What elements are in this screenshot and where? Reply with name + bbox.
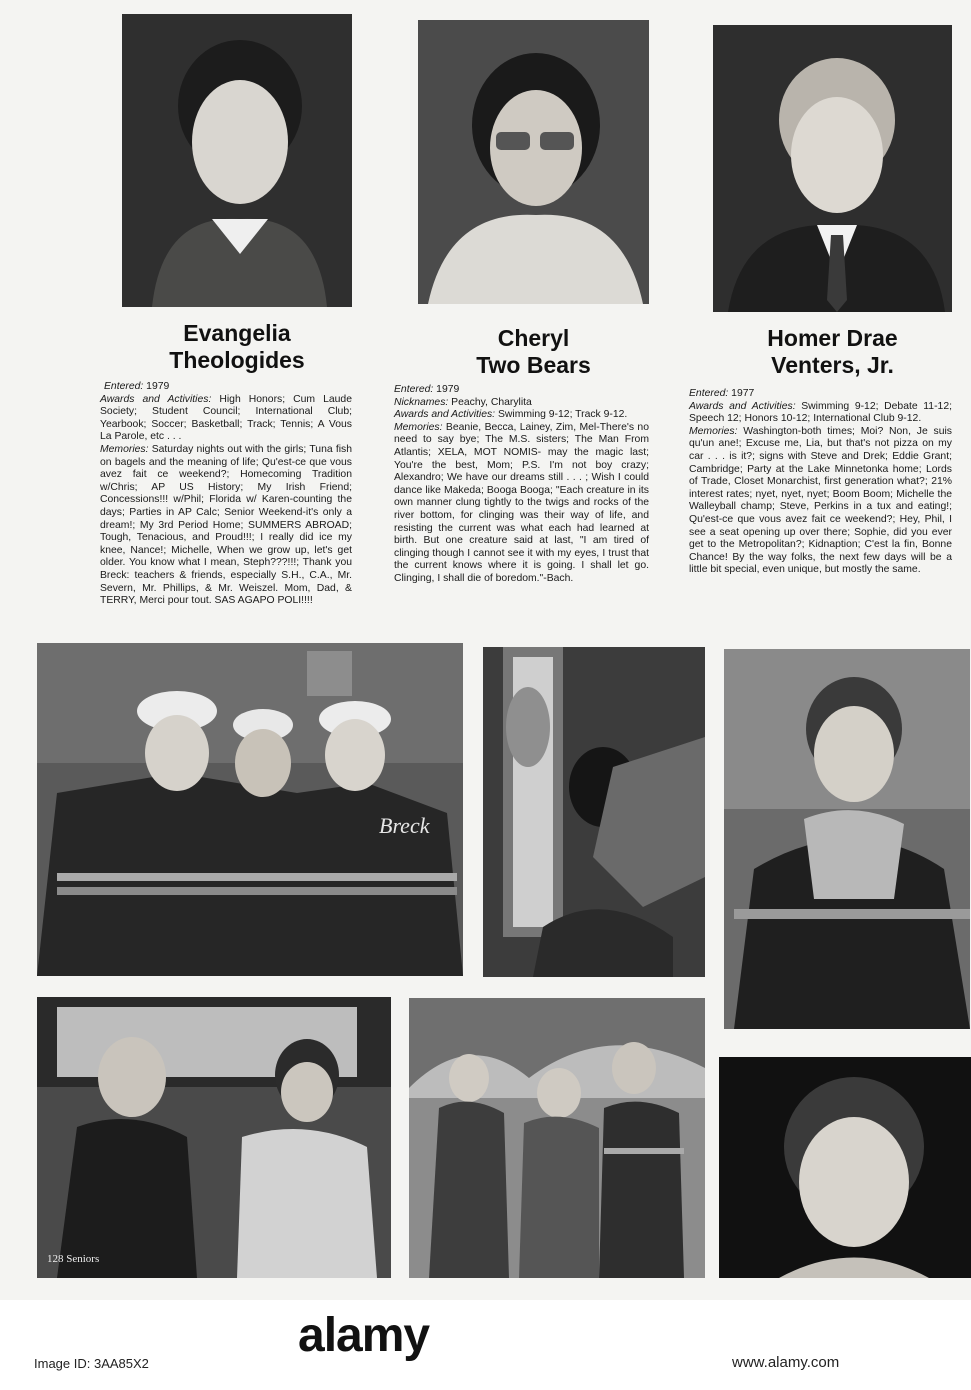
awards-label: Awards and Activities: <box>394 409 496 421</box>
senior-3-first-name: Homer Drae <box>767 325 898 351</box>
memories-text: Saturday nights out with the girls; Tuna fish on bagels and the meaning of life; Qu'est-ce que vous avez fait ce weekend?; Homecoming Tradition w/Chris; AP US History; My Irish Friend; Concessions!!! w/Phil; Florida w/ Karen-counting the days; Parties in AP Calc; Senior Weekend-it's only a dream!; My 3rd Period Home; SUMMERS ABROAD; Tough, Tenacious, and Proud!!!; I really did ice my knee, Nance!; Michelle, When we grow up, let's get older. You know what I mean, Steph???!!!; Thank you Breck: teachers & friends, especially S.H., C.A., Mr. Severn, Mr. Phillips, & Mr. Weiszel. Mom, Dad, & TERRY, Merci pour tout. SAS AGAPO POLI!!!! <box>100 443 352 607</box>
candid-photo-student-glasses <box>724 649 970 1029</box>
memories-text: Washington-both times; Moi? Non, Je suis qu'un ane!; Excuse me, Lia, but that's not pizza on my car . . . is it?; signs with Steve and Drek; Eddie Grant; Cambridge; Party at the Lake Minnetonka home; Lords of Trade, Closet Monarchist, first generation what?; 21% interest rates; nyet, nyet, nyet; Boom Boom; Michelle the Walleyball champ; Steve, Perkins in a tux and eating!; Qu'est-ce que vous avez fait ce weekend?; Hey, Phil, I see a seat opening up over there; Sophie, did you ever get to the Metropolitan?; Kidnaption; C'est la fin, Bonne Chance! By the way folks, the next few days will be a little bit special, even unique, but mostly the same. <box>689 425 952 576</box>
memories-label: Memories: <box>689 425 738 437</box>
senior-bio-1 <box>100 381 352 608</box>
senior-2-last-name: Two Bears <box>476 352 591 378</box>
entered-year: 1977 <box>731 388 755 399</box>
entered-year: 1979 <box>436 384 460 395</box>
senior-1-last-name: Theologides <box>169 347 305 373</box>
senior-bio-2 <box>394 384 649 586</box>
alamy-logo: alamy <box>298 1309 430 1362</box>
image-id: Image ID: 3AA85X2 <box>34 1356 149 1371</box>
portrait-evangelia <box>122 14 352 307</box>
entered-year: 1979 <box>146 381 170 392</box>
awards-text: Swimming 9-12; Track 9-12. <box>497 409 628 421</box>
awards-label: Awards and Activities: <box>100 393 212 405</box>
entered-label: Entered: <box>689 388 729 399</box>
nicknames-label: Nicknames: <box>394 396 449 408</box>
jacket-lettering: Breck <box>379 813 430 838</box>
portrait-homer <box>713 25 952 312</box>
memories-label: Memories: <box>394 421 443 433</box>
entered-label: Entered: <box>104 381 144 392</box>
senior-name-1 <box>122 320 352 374</box>
candid-photo-sailor-hats <box>37 643 463 976</box>
candid-photo-locker <box>483 647 705 977</box>
candid-photo-snow <box>409 998 705 1278</box>
page-folio: 128 Seniors <box>47 1253 100 1265</box>
awards-text: High Honors; Cum Laude Society; Student Council; International Club; Yearbook; Soccer; Basketball; Track; Tennis; A Vous La Parole, etc . . . <box>100 393 352 443</box>
memories-label: Memories: <box>100 443 149 455</box>
senior-name-3 <box>713 325 952 379</box>
entered-label: Entered: <box>394 384 434 395</box>
awards-text: Swimming 9-12; Debate 11-12; Speech 12; Honors 10-12; International Club 9-12. <box>689 400 952 425</box>
memories-text: Beanie, Becca, Lainey, Zim, Mel-There's no need to say bye; The M.S. sisters; The Man From Atlantis; XELA, MOT NOMIS- may the magic last; You're the best, Mom; P.S. I'm not boy crazy; Alexandro; We have our dreams still . . . ; Wish I could dance like Makeda; Booga Booga; "Each creature in its own manner clung tightly to the twigs and rocks of the river bottom, for clinging was their way of life, and resisting the current was what each had learned at birth. But one creature said at last, "I am tired of clinging though I cannot see it with my eyes, I trust that the current knows where it is going. I shall let go. Clinging, I shall die of boredom."-Bach. <box>394 421 649 584</box>
nicknames-text: Peachy, Charylita <box>451 396 532 408</box>
senior-3-last-name: Venters, Jr. <box>771 352 894 378</box>
site-url: www.alamy.com <box>732 1354 840 1371</box>
footer-bar <box>0 1300 971 1390</box>
awards-label: Awards and Activities: <box>689 400 796 412</box>
senior-1-first-name: Evangelia <box>183 320 291 346</box>
senior-bio-3 <box>689 388 952 577</box>
portrait-cheryl <box>418 20 649 304</box>
candid-photo-smiling-student <box>719 1057 971 1278</box>
senior-name-2 <box>418 325 649 379</box>
senior-2-first-name: Cheryl <box>497 325 570 351</box>
candid-photo-couch <box>37 997 391 1278</box>
